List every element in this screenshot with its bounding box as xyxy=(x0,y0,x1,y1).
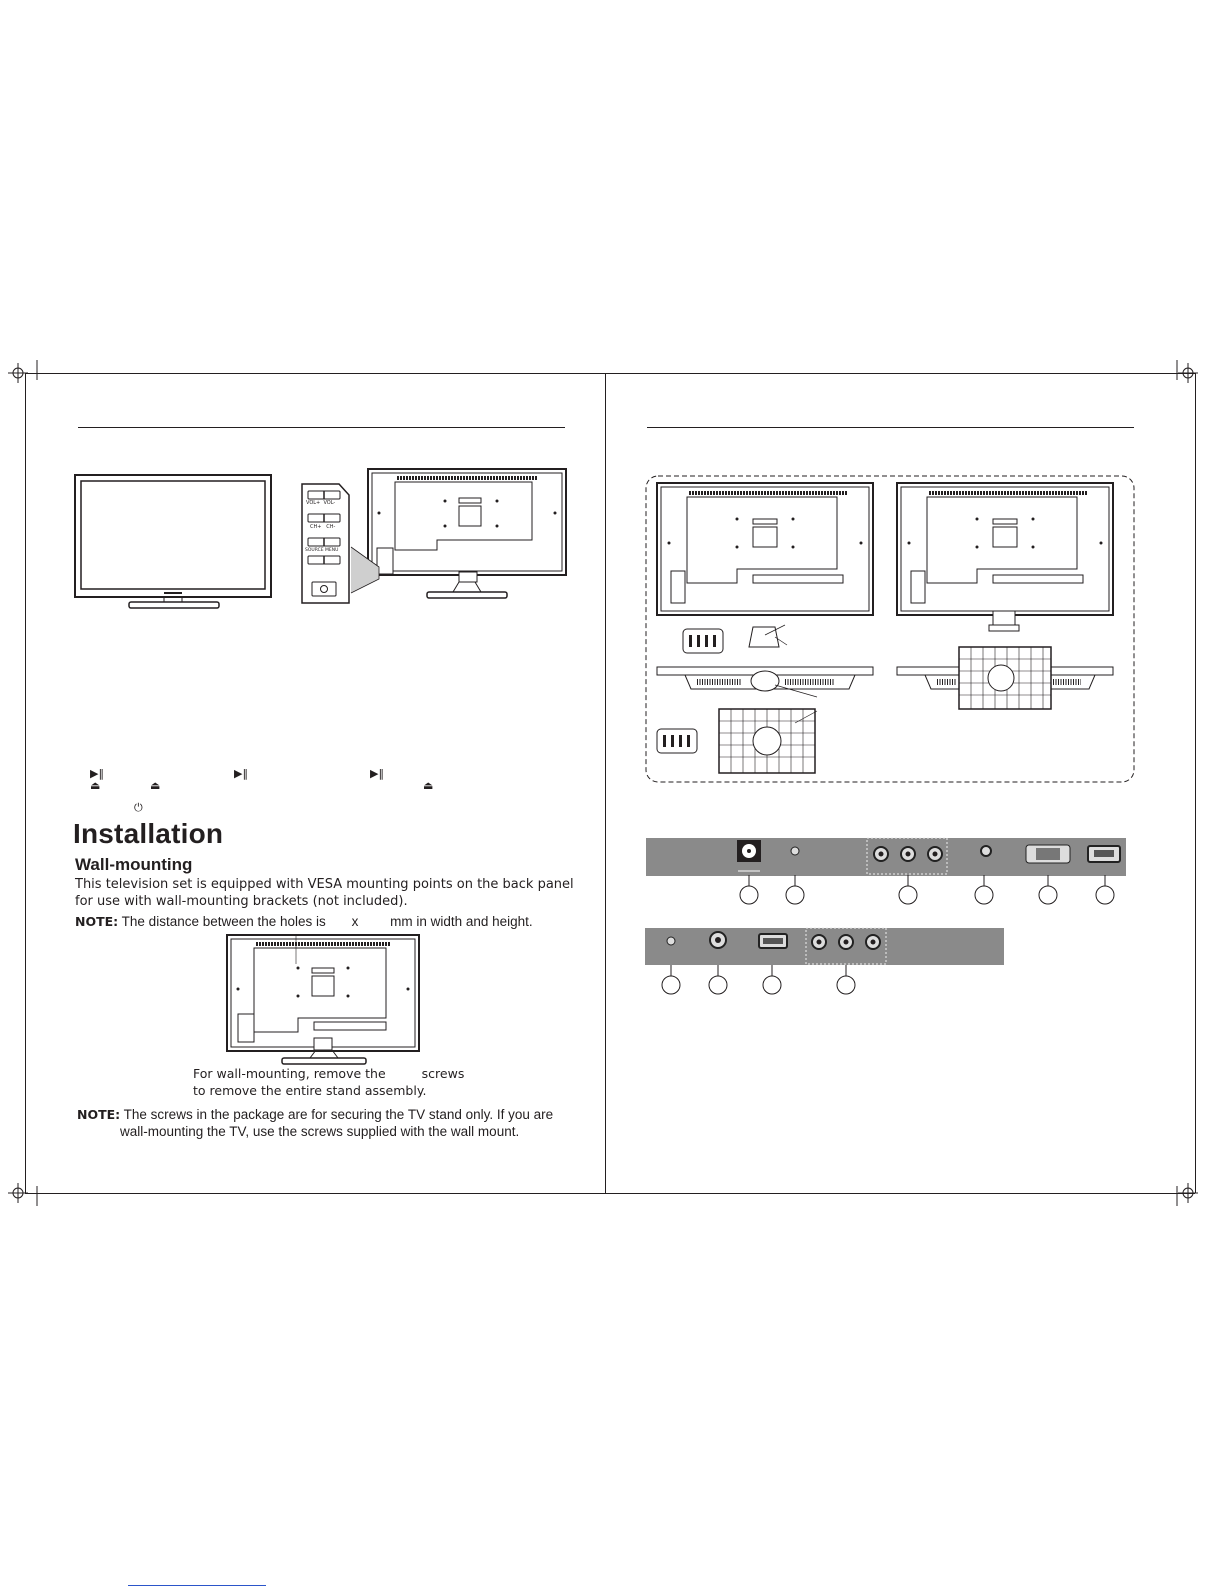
left-header-rule xyxy=(78,427,565,428)
wall-mounting-body: This television set is equipped with VESA mounting points on the back panel for use with wall-mounting brackets (not included). xyxy=(75,877,574,909)
eject-symbol-1: ⏏ xyxy=(90,779,101,792)
note2-line2: wall-mounting the TV, use the screws supplied with the wall mount. xyxy=(120,1124,520,1139)
note-hole-distance xyxy=(75,914,533,929)
source-menu-labels: SOURCE MENU xyxy=(305,548,339,553)
play-pause-symbol-2: ▶‖ xyxy=(234,767,248,780)
side-connector-panel xyxy=(645,927,1005,997)
power-symbol: ⏻ xyxy=(134,801,143,814)
eject-symbol-2: ⏏ xyxy=(150,779,161,792)
note2-line1: The screws in the package are for securing the TV stand only. If you are xyxy=(123,1107,554,1122)
ch-labels: CH+ CH- xyxy=(310,524,336,530)
side-panel-callout xyxy=(351,545,411,585)
note2-label: NOTE: xyxy=(77,1107,121,1122)
wall-mounting-heading: Wall-mounting xyxy=(75,855,193,874)
tv-rear-wallmount-illustration xyxy=(226,934,422,1066)
right-header-rule xyxy=(647,427,1134,428)
installation-heading: Installation xyxy=(73,818,224,849)
note-screws xyxy=(77,1106,553,1140)
note1-label: NOTE: xyxy=(75,914,119,929)
note1-x: x xyxy=(351,914,359,929)
vol-labels: VOL+ VOL- xyxy=(306,500,336,506)
wall-mount-caption: For wall-mounting, remove the screws to remove the entire stand assembly. xyxy=(193,1066,465,1098)
note1-text-b: mm in width and height. xyxy=(390,914,533,929)
tv-front-illustration xyxy=(74,474,274,614)
eject-symbol-3: ⏏ xyxy=(423,779,434,792)
tv-rear-illustration xyxy=(367,468,567,608)
note1-text-a: The distance between the holes is xyxy=(121,914,326,929)
play-pause-symbol-3: ▶‖ xyxy=(370,767,384,780)
play-pause-symbol-1: ▶‖ xyxy=(90,767,104,780)
rear-connector-panel xyxy=(646,837,1126,907)
stand-assembly-box xyxy=(645,475,1137,785)
